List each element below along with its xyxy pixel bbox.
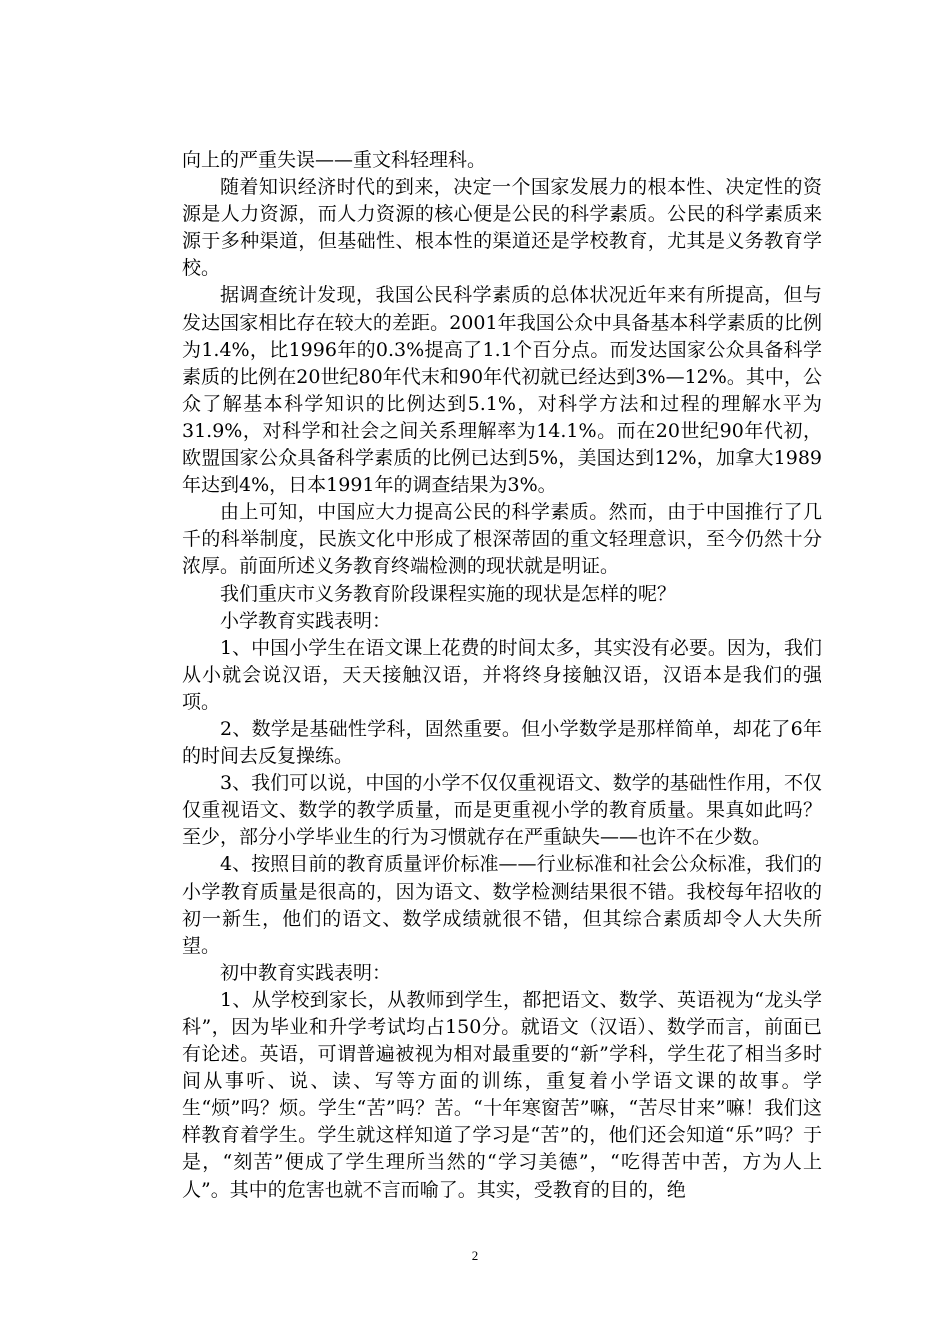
list-item-primary-3: 3、我们可以说，中国的小学不仅仅重视语文、数学的基础性作用，不仅仅重视语文、数学的教学质量，而是更重视小学的教育质量。果真如此吗？至少，部分小学毕业生的行为习惯就存在严重缺失——也许不在少数。 bbox=[182, 772, 822, 849]
paragraph-human-resources: 随着知识经济时代的到来，决定一个国家发展力的根本性、决定性的资源是人力资源，而人力资源的核心便是公民的科学素质。公民的科学素质来源于多种渠道，但基础性、根本性的渠道还是学校教育，尤其是义务教育学校。 bbox=[182, 176, 822, 280]
list-item-primary-1: 1、中国小学生在语文课上花费的时间太多，其实没有必要。因为，我们从小就会说汉语，天天接触汉语，并将终身接触汉语，汉语本是我们的强项。 bbox=[182, 636, 822, 713]
paragraph-survey-statistics: 据调查统计发现，我国公民科学素质的总体状况近年来有所提高，但与发达国家相比存在较大的差距。2001年我国公众中具备基本科学素质的比例为1.4%，比1996年的0.3%提高了1.1个百分点。而发达国家公众具备科学素质的比例在20世纪80年代末和90年代初就已经达到3%—12%。其中，公众了解基本科学知识的比例达到5.1%，对科学方法和过程的理解水平为31.9%，对科学和社会之间关系理解率为14.1%。而在20世纪90年代初，欧盟国家公众具备科学素质的比例已达到5%，美国达到12%，加拿大1989年达到4%，日本1991年的调查结果为3%。 bbox=[182, 284, 822, 497]
paragraph-continuation: 向上的严重失误——重文科轻理科。 bbox=[182, 149, 487, 171]
heading-junior-practice: 初中教育实践表明： bbox=[220, 961, 392, 984]
body-text bbox=[182, 147, 822, 1204]
page-number: 2 bbox=[471, 1248, 479, 1263]
list-item-primary-2: 2、数学是基础性学科，固然重要。但小学数学是那样简单，却花了6年的时间去反复操练。 bbox=[182, 717, 822, 768]
paragraph-conclusion: 由上可知，中国应大力提高公民的科学素质。然而，由于中国推行了几千的科举制度，民族文化中形成了根深蒂固的重文轻理意识，至今仍然十分浓厚。前面所述义务教育终端检测的现状就是明证。 bbox=[182, 501, 822, 578]
paragraph-question: 我们重庆市义务教育阶段课程实施的现状是怎样的呢？ bbox=[220, 582, 677, 605]
list-item-primary-4: 4、按照目前的教育质量评价标准——行业标准和社会公众标准，我们的小学教育质量是很高的，因为语文、数学检测结果很不错。我校每年招收的初一新生，他们的语文、数学成绩就很不错，但其综合素质却令人大失所望。 bbox=[182, 853, 822, 957]
list-item-junior-1: 1、从学校到家长，从教师到学生，都把语文、数学、英语视为“龙头学科”，因为毕业和升学考试均占150分。就语文（汉语）、数学而言，前面已有论述。英语，可谓普遍被视为相对最重要的“新”学科，学生花了相当多时间从事听、说、读、写等方面的训练，重复着小学语文课的故事。学生“烦”吗？烦。学生“苦”吗？苦。“十年寒窗苦”嘛，“苦尽甘来”嘛！我们这样教育着学生。学生就这样知道了学习是“苦”的，他们还会知道“乐”吗？于是，“刻苦”便成了学生理所当然的“学习美德”，“吃得苦中苦，方为人上人”。其中的危害也就不言而喻了。其实，受教育的目的，绝 bbox=[182, 988, 822, 1201]
heading-primary-practice: 小学教育实践表明： bbox=[220, 609, 392, 632]
